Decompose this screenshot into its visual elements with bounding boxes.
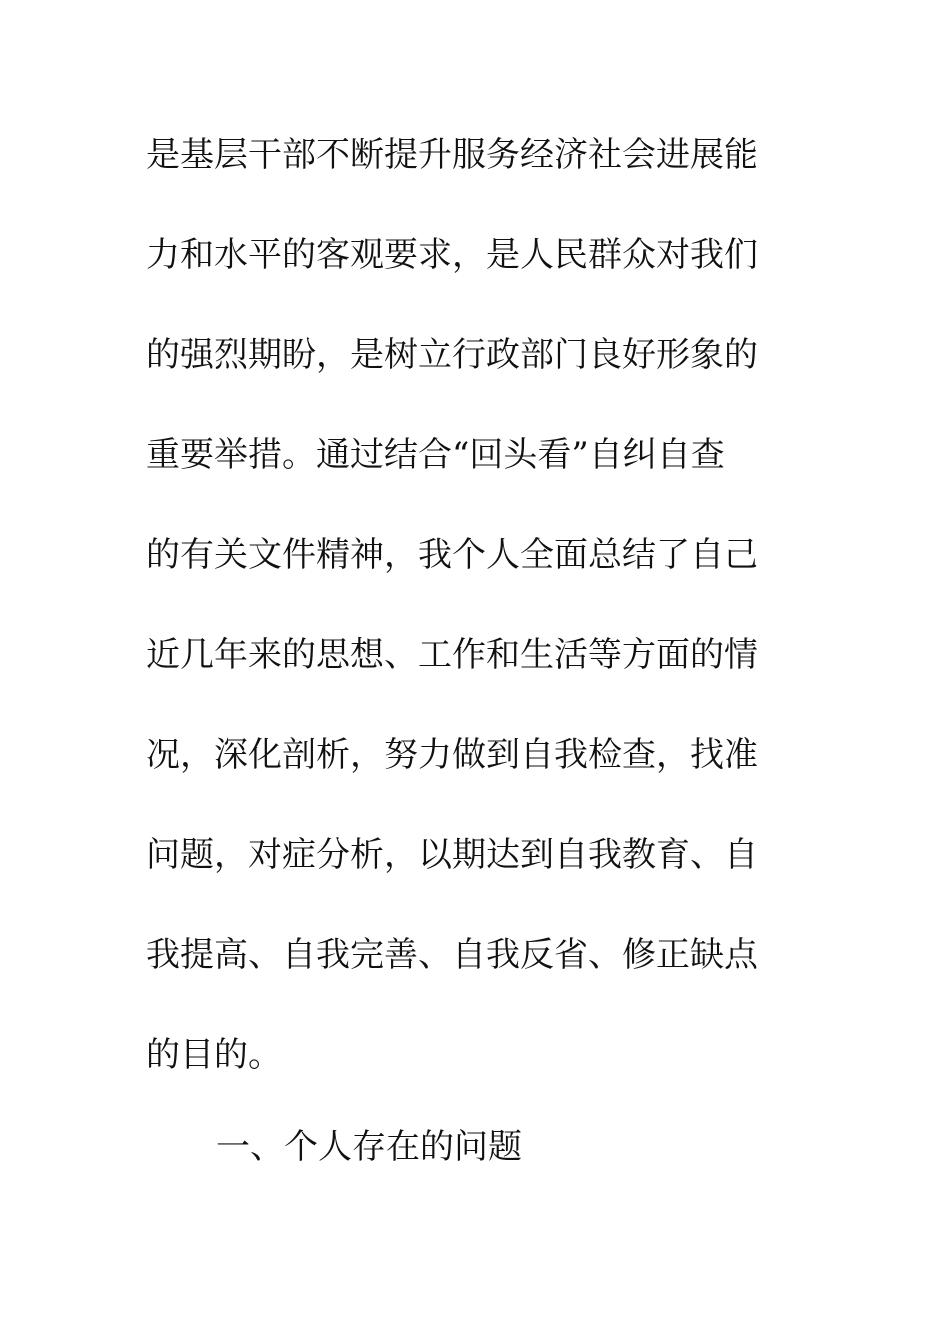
paragraph-line-7: 况，深化剖析，努力做到自我检查，找准	[146, 735, 758, 775]
paragraph-line-3: 的强烈期盼，是树立行政部门良好形象的	[146, 335, 758, 375]
paragraph-line-1: 是基层干部不断提升服务经济社会进展能	[146, 135, 758, 175]
paragraph-line-5: 的有关文件精神，我个人全面总结了自己	[146, 535, 758, 575]
paragraph-line-10: 的目的。	[146, 1035, 282, 1075]
paragraph-line-9: 我提高、自我完善、自我反省、修正缺点	[146, 935, 758, 975]
section-heading: 一、个人存在的问题	[216, 1127, 522, 1167]
paragraph-line-6: 近几年来的思想、工作和生活等方面的情	[146, 635, 758, 675]
paragraph-line-4: 重要举措。通过结合“回头看”自纠自查	[146, 435, 725, 475]
paragraph-line-8: 问题，对症分析，以期达到自我教育、自	[146, 835, 758, 875]
paragraph-line-2: 力和水平的客观要求，是人民群众对我们	[146, 235, 758, 275]
